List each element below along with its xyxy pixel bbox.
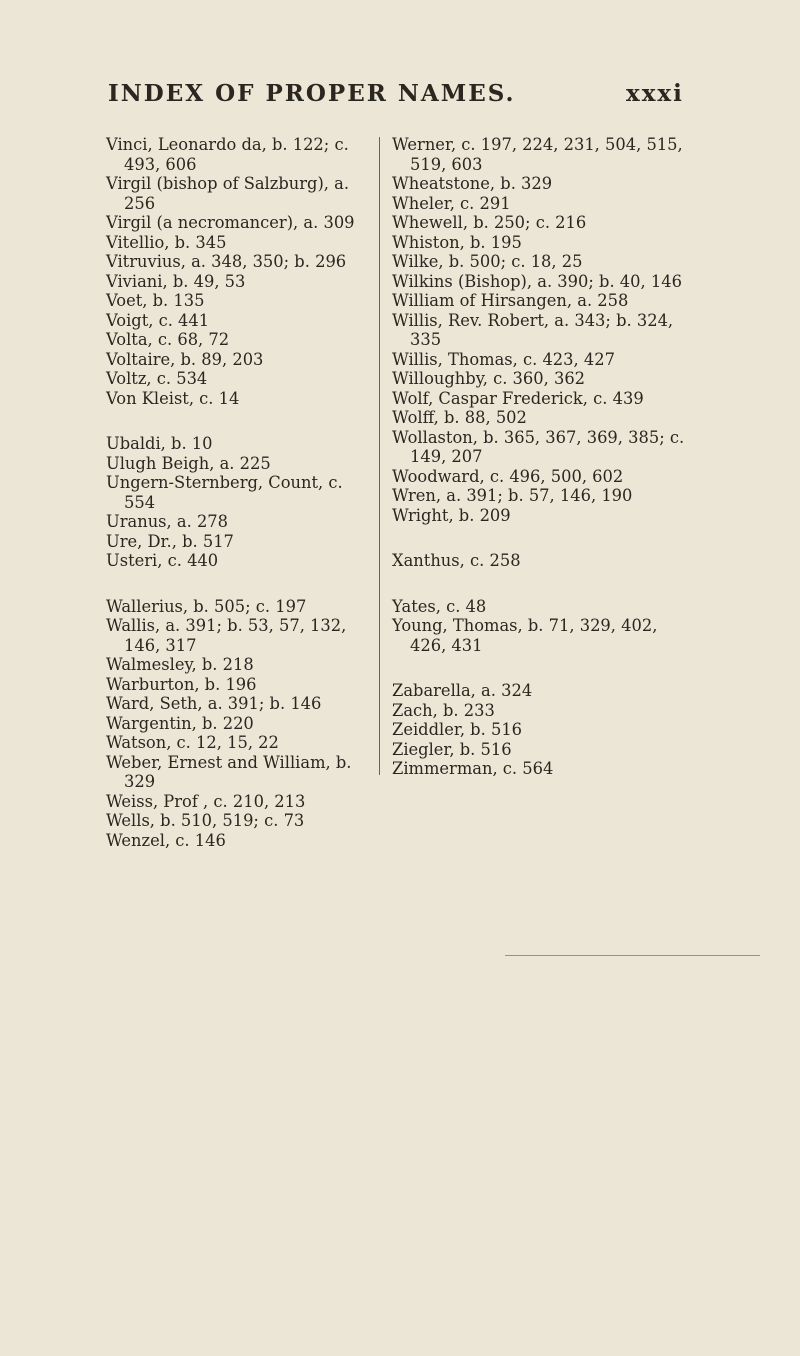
index-entry: Whewell, b. 250; c. 216 [392, 213, 587, 232]
page-title: INDEX OF PROPER NAMES. [108, 80, 516, 107]
index-entry: Wallis, a. 391; b. 53, 57, 132, 146, 317 [106, 616, 347, 655]
index-entry: Wolf, Caspar Frederick, c. 439 [392, 388, 644, 408]
index-column-left [106, 135, 370, 876]
index-entry: Ulugh Beigh, a. 225 [106, 453, 271, 473]
index-entry: Wilkins (Bishop), a. 390; b. 40, 146 [392, 271, 682, 291]
index-entry: Wolff, b. 88, 502 [392, 408, 527, 427]
index-entry: Wargentin, b. 220 [106, 713, 254, 733]
index-entry: Werner, c. 197, 224, 231, 504, 515, 519, 603 [392, 135, 683, 174]
column-divider [379, 137, 380, 775]
index-entry: William of Hirsangen, a. 258 [392, 291, 629, 310]
index-entry: Usteri, c. 440 [106, 551, 219, 570]
index-entry: Zabarella, a. 324 [392, 681, 533, 700]
index-group-w-left [106, 597, 370, 851]
index-entry: Yates, c. 48 [392, 596, 487, 616]
index-entry: Zimmerman, c. 564 [392, 759, 554, 778]
index-group-w-right [392, 135, 692, 525]
index-entry: Willis, Rev. Robert, a. 343; b. 324, 335 [392, 310, 674, 349]
index-entry: Voltz, c. 534 [106, 369, 208, 388]
index-entry: Von Kleist, c. 14 [106, 388, 240, 408]
index-entry: Willoughby, c. 360, 362 [392, 369, 586, 388]
index-entry: Wright, b. 209 [392, 505, 511, 525]
index-entry: Ungern-Sternberg, Count, c. 554 [106, 473, 343, 512]
index-entry: Uranus, a. 278 [106, 512, 229, 531]
index-entry: Wallerius, b. 505; c. 197 [106, 596, 307, 616]
index-entry: Weber, Ernest and William, b. 329 [106, 752, 352, 791]
index-group-u [106, 434, 370, 571]
index-entry: Wheler, c. 291 [392, 193, 511, 213]
index-entry: Woodward, c. 496, 500, 602 [392, 466, 624, 486]
index-entry: Voltaire, b. 89, 203 [106, 349, 264, 369]
index-entry: Xanthus, c. 258 [392, 551, 521, 570]
index-entry: Zach, b. 233 [392, 700, 495, 720]
index-entry: Walmesley, b. 218 [106, 655, 254, 674]
index-entry: Vitruvius, a. 348, 350; b. 296 [106, 252, 347, 271]
index-group-y [392, 597, 692, 656]
index-entry: Viviani, b. 49, 53 [106, 271, 246, 291]
page-number: xxxi [626, 80, 684, 107]
index-entry: Wells, b. 510, 519; c. 73 [106, 811, 305, 830]
index-entry: Wilke, b. 500; c. 18, 25 [392, 252, 583, 271]
index-entry: Virgil (a necromancer), a. 309 [106, 213, 355, 232]
page-bottom-rule [505, 955, 760, 956]
index-entry: Volta, c. 68, 72 [106, 330, 230, 349]
index-entry: Ward, Seth, a. 391; b. 146 [106, 694, 322, 713]
index-group-x [392, 551, 692, 571]
index-entry: Zeiddler, b. 516 [392, 720, 523, 739]
index-entry: Vitellio, b. 345 [106, 232, 227, 252]
index-entry: Warburton, b. 196 [106, 674, 257, 694]
index-entry: Whiston, b. 195 [392, 232, 522, 252]
index-column-right [392, 135, 692, 805]
index-entry: Watson, c. 12, 15, 22 [106, 733, 279, 752]
index-entry: Wheatstone, b. 329 [392, 174, 553, 193]
index-entry: Wollaston, b. 365, 367, 369, 385; c. 149, 207 [392, 427, 685, 466]
index-entry: Voet, b. 135 [106, 291, 205, 310]
index-entry: Ubaldi, b. 10 [106, 434, 213, 453]
index-entry: Willis, Thomas, c. 423, 427 [392, 349, 615, 369]
index-entry: Voigt, c. 441 [106, 310, 210, 330]
index-entry: Wren, a. 391; b. 57, 146, 190 [392, 486, 633, 505]
index-entry: Ziegler, b. 516 [392, 739, 512, 759]
index-entry: Ure, Dr., b. 517 [106, 531, 234, 551]
index-entry: Weiss, Prof , c. 210, 213 [106, 791, 306, 811]
index-entry: Wenzel, c. 146 [106, 830, 226, 850]
index-entry: Young, Thomas, b. 71, 329, 402, 426, 431 [392, 616, 658, 655]
index-entry: Vinci, Leonardo da, b. 122; c. 493, 606 [106, 135, 349, 174]
index-group-v [106, 135, 370, 408]
index-group-z [392, 681, 692, 779]
index-entry: Virgil (bishop of Salzburg), a. 256 [106, 174, 350, 213]
